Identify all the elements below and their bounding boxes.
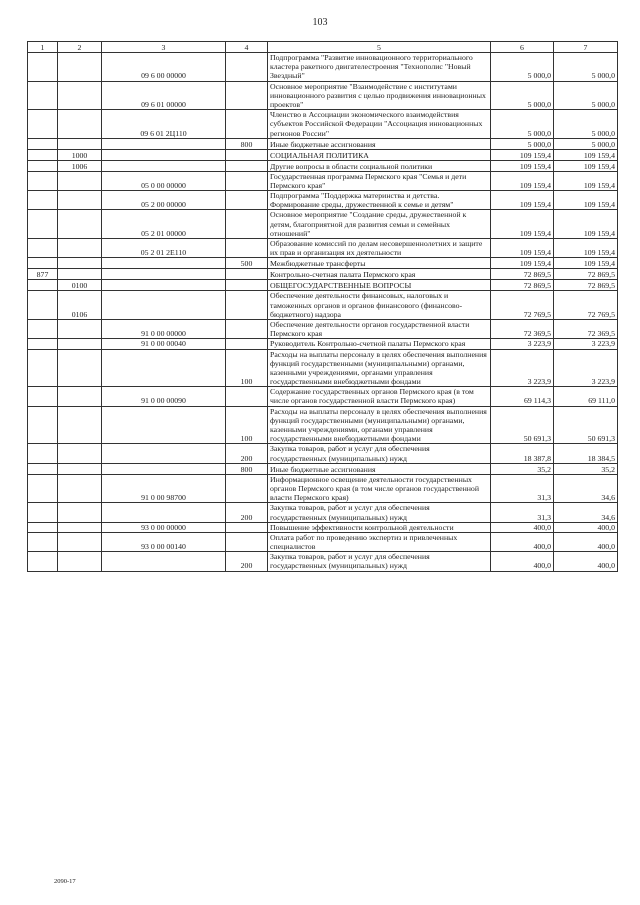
row-expense-type	[226, 339, 268, 349]
row-grbs	[28, 138, 58, 149]
row-target-item	[102, 291, 226, 320]
table-body	[28, 53, 618, 572]
table-row	[28, 239, 618, 258]
row-expense-type	[226, 53, 268, 82]
row-target-item	[102, 160, 226, 171]
row-amount-1: 18 387,8	[491, 444, 554, 463]
row-expense-type	[226, 110, 268, 139]
table-row	[28, 522, 618, 532]
row-amount-2: 109 159,4	[554, 210, 618, 239]
row-expense-type	[226, 239, 268, 258]
row-expense-type: 500	[226, 258, 268, 269]
row-target-item: 91 0 00 00000	[102, 319, 226, 338]
row-expense-type	[226, 171, 268, 190]
table-row	[28, 210, 618, 239]
row-name: Закупка товаров, работ и услуг для обеспечения государственных (муниципальных) нужд	[268, 503, 491, 522]
row-target-item	[102, 349, 226, 387]
table-row	[28, 532, 618, 551]
row-expense-type: 800	[226, 138, 268, 149]
row-name: Обеспечение деятельности финансовых, налоговых и таможенных органов и органов финансового (финансово-бюджетного) надзора	[268, 291, 491, 320]
row-grbs	[28, 280, 58, 291]
row-target-item	[102, 503, 226, 522]
row-amount-1: 109 159,4	[491, 160, 554, 171]
row-section	[58, 406, 102, 444]
row-grbs	[28, 171, 58, 190]
column-header: 4	[226, 42, 268, 53]
row-grbs	[28, 387, 58, 406]
row-expense-type	[226, 474, 268, 503]
row-amount-1: 72 869,5	[491, 269, 554, 280]
row-target-item	[102, 463, 226, 474]
table-row	[28, 387, 618, 406]
row-target-item	[102, 138, 226, 149]
row-grbs: 877	[28, 269, 58, 280]
row-name: СОЦИАЛЬНАЯ ПОЛИТИКА	[268, 149, 491, 160]
row-amount-1: 50 691,3	[491, 406, 554, 444]
row-amount-1: 69 114,3	[491, 387, 554, 406]
row-name: Расходы на выплаты персоналу в целях обеспечения выполнения функций государственными (муниципальными) органами, казенными учреждениями, органами управления государственными внебюджетными фондами	[268, 406, 491, 444]
table-row	[28, 552, 618, 571]
row-section	[58, 444, 102, 463]
row-target-item: 09 6 01 00000	[102, 81, 226, 110]
row-target-item: 91 0 00 98700	[102, 474, 226, 503]
row-amount-1: 400,0	[491, 552, 554, 571]
row-name: ОБЩЕГОСУДАРСТВЕННЫЕ ВОПРОСЫ	[268, 280, 491, 291]
row-target-item	[102, 280, 226, 291]
row-target-item: 05 2 01 2Е110	[102, 239, 226, 258]
row-grbs	[28, 319, 58, 338]
table-row	[28, 474, 618, 503]
row-grbs	[28, 110, 58, 139]
row-section: 1000	[58, 149, 102, 160]
row-expense-type	[226, 191, 268, 210]
row-expense-type: 800	[226, 463, 268, 474]
row-amount-2: 109 159,4	[554, 160, 618, 171]
row-expense-type: 100	[226, 349, 268, 387]
row-amount-2: 3 223,9	[554, 349, 618, 387]
row-name: Иные бюджетные ассигнования	[268, 463, 491, 474]
row-expense-type	[226, 532, 268, 551]
row-target-item: 91 0 00 00090	[102, 387, 226, 406]
row-name: Государственная программа Пермского края "Семья и дети Пермского края"	[268, 171, 491, 190]
row-name: Обеспечение деятельности органов государственной власти Пермского края	[268, 319, 491, 338]
row-grbs	[28, 160, 58, 171]
table-row	[28, 463, 618, 474]
row-section	[58, 239, 102, 258]
column-header: 5	[268, 42, 491, 53]
row-section	[58, 110, 102, 139]
row-section: 0100	[58, 280, 102, 291]
table-row	[28, 406, 618, 444]
row-amount-2: 400,0	[554, 532, 618, 551]
row-amount-2: 72 869,5	[554, 280, 618, 291]
table-row	[28, 171, 618, 190]
row-section	[58, 269, 102, 280]
row-name: Оплата работ по проведению экспертиз и привлеченных специалистов	[268, 532, 491, 551]
row-amount-2: 34,6	[554, 503, 618, 522]
row-expense-type	[226, 160, 268, 171]
row-amount-1: 109 159,4	[491, 191, 554, 210]
row-section	[58, 532, 102, 551]
row-amount-2: 109 159,4	[554, 149, 618, 160]
row-amount-2: 18 384,5	[554, 444, 618, 463]
row-name: Расходы на выплаты персоналу в целях обеспечения выполнения функций государственными (муниципальными) органами, казенными учреждениями, органами управления государственными внебюджетными фондами	[268, 349, 491, 387]
column-header: 7	[554, 42, 618, 53]
row-section	[58, 552, 102, 571]
column-header: 2	[58, 42, 102, 53]
row-expense-type: 200	[226, 503, 268, 522]
row-target-item	[102, 552, 226, 571]
column-header: 1	[28, 42, 58, 53]
row-name: Подпрограмма "Развитие инновационного территориального кластера ракетного двигателестроения "Технополис "Новый Звездный"	[268, 53, 491, 82]
row-grbs	[28, 532, 58, 551]
row-name: Межбюджетные трансферты	[268, 258, 491, 269]
table-row	[28, 349, 618, 387]
table-row	[28, 269, 618, 280]
row-section	[58, 53, 102, 82]
header-row	[28, 42, 618, 53]
row-amount-2: 400,0	[554, 552, 618, 571]
row-amount-2: 35,2	[554, 463, 618, 474]
row-expense-type: 200	[226, 444, 268, 463]
row-expense-type	[226, 387, 268, 406]
table-row	[28, 81, 618, 110]
row-target-item: 09 6 00 00000	[102, 53, 226, 82]
row-section	[58, 463, 102, 474]
row-grbs	[28, 53, 58, 82]
table-row	[28, 191, 618, 210]
column-header: 6	[491, 42, 554, 53]
row-grbs	[28, 474, 58, 503]
row-expense-type	[226, 81, 268, 110]
row-amount-1: 72 369,5	[491, 319, 554, 338]
row-amount-1: 31,3	[491, 503, 554, 522]
row-amount-1: 5 000,0	[491, 138, 554, 149]
row-amount-1: 72 869,5	[491, 280, 554, 291]
row-amount-2: 50 691,3	[554, 406, 618, 444]
row-expense-type	[226, 280, 268, 291]
row-section: 1006	[58, 160, 102, 171]
table-row	[28, 339, 618, 349]
table-row	[28, 138, 618, 149]
table-row	[28, 280, 618, 291]
row-amount-2: 72 369,5	[554, 319, 618, 338]
row-grbs	[28, 210, 58, 239]
row-amount-2: 5 000,0	[554, 110, 618, 139]
row-amount-1: 31,3	[491, 474, 554, 503]
column-header: 3	[102, 42, 226, 53]
row-amount-2: 109 159,4	[554, 239, 618, 258]
row-name: Контрольно-счетная палата Пермского края	[268, 269, 491, 280]
row-amount-1: 400,0	[491, 522, 554, 532]
row-grbs	[28, 339, 58, 349]
row-target-item	[102, 406, 226, 444]
footer-code: 2090-17	[54, 878, 76, 885]
row-expense-type	[226, 319, 268, 338]
row-amount-2: 109 159,4	[554, 191, 618, 210]
row-name: Другие вопросы в области социальной политики	[268, 160, 491, 171]
row-name: Повышение эффективности контрольной деятельности	[268, 522, 491, 532]
row-grbs	[28, 349, 58, 387]
row-target-item: 93 0 00 00140	[102, 532, 226, 551]
row-amount-2: 72 869,5	[554, 269, 618, 280]
row-section	[58, 349, 102, 387]
row-amount-1: 5 000,0	[491, 110, 554, 139]
table-row	[28, 444, 618, 463]
row-amount-1: 5 000,0	[491, 81, 554, 110]
row-name: Образование комиссий по делам несовершеннолетних и защите их прав и организация их деятельности	[268, 239, 491, 258]
row-grbs	[28, 522, 58, 532]
row-grbs	[28, 463, 58, 474]
row-name: Подпрограмма "Поддержка материнства и детства. Формирование среды, дружественной к семье и детям"	[268, 191, 491, 210]
table-row	[28, 319, 618, 338]
row-amount-1: 400,0	[491, 532, 554, 551]
table-row	[28, 291, 618, 320]
row-section	[58, 81, 102, 110]
row-amount-2: 109 159,4	[554, 171, 618, 190]
row-amount-2: 34,6	[554, 474, 618, 503]
row-amount-1: 3 223,9	[491, 349, 554, 387]
row-target-item	[102, 444, 226, 463]
row-amount-2: 3 223,9	[554, 339, 618, 349]
row-amount-1: 35,2	[491, 463, 554, 474]
row-section	[58, 258, 102, 269]
row-name: Основное мероприятие "Создание среды, дружественной к детям, благоприятной для развития семьи и семейных отношений"	[268, 210, 491, 239]
row-section	[58, 210, 102, 239]
row-section	[58, 138, 102, 149]
row-name: Содержание государственных органов Пермского края (в том числе органов государственной власти Пермского края)	[268, 387, 491, 406]
table-row	[28, 53, 618, 82]
row-section: 0106	[58, 291, 102, 320]
row-amount-2: 5 000,0	[554, 53, 618, 82]
table-row	[28, 110, 618, 139]
row-target-item	[102, 269, 226, 280]
row-amount-1: 3 223,9	[491, 339, 554, 349]
row-section	[58, 522, 102, 532]
row-name: Иные бюджетные ассигнования	[268, 138, 491, 149]
row-name: Основное мероприятие "Взаимодействие с институтами инновационного развития с целью продвижения инновационных проектов"	[268, 81, 491, 110]
row-name: Закупка товаров, работ и услуг для обеспечения государственных (муниципальных) нужд	[268, 444, 491, 463]
row-expense-type: 200	[226, 552, 268, 571]
row-amount-1: 109 159,4	[491, 171, 554, 190]
row-expense-type	[226, 149, 268, 160]
row-amount-1: 109 159,4	[491, 210, 554, 239]
row-section	[58, 171, 102, 190]
row-amount-2: 5 000,0	[554, 138, 618, 149]
row-grbs	[28, 258, 58, 269]
table-row	[28, 503, 618, 522]
row-expense-type: 100	[226, 406, 268, 444]
table-row	[28, 149, 618, 160]
row-section	[58, 503, 102, 522]
row-section	[58, 319, 102, 338]
row-amount-1: 72 769,5	[491, 291, 554, 320]
row-expense-type	[226, 291, 268, 320]
table-row	[28, 258, 618, 269]
row-target-item	[102, 258, 226, 269]
row-expense-type	[226, 522, 268, 532]
row-grbs	[28, 291, 58, 320]
row-name: Закупка товаров, работ и услуг для обеспечения государственных (муниципальных) нужд	[268, 552, 491, 571]
row-section	[58, 191, 102, 210]
row-grbs	[28, 149, 58, 160]
row-amount-2: 109 159,4	[554, 258, 618, 269]
row-grbs	[28, 406, 58, 444]
row-grbs	[28, 191, 58, 210]
row-target-item: 05 2 01 00000	[102, 210, 226, 239]
row-section	[58, 339, 102, 349]
row-target-item	[102, 149, 226, 160]
row-expense-type	[226, 269, 268, 280]
row-amount-1: 109 159,4	[491, 149, 554, 160]
row-target-item: 09 6 01 2Ц110	[102, 110, 226, 139]
row-amount-2: 72 769,5	[554, 291, 618, 320]
row-amount-2: 69 111,0	[554, 387, 618, 406]
row-amount-1: 5 000,0	[491, 53, 554, 82]
row-name: Руководитель Контрольно-счетной палаты Пермского края	[268, 339, 491, 349]
row-grbs	[28, 444, 58, 463]
row-amount-1: 109 159,4	[491, 258, 554, 269]
row-name: Членство в Ассоциации экономического взаимодействия субъектов Российской Федерации "Ассоциация инновационных регионов России"	[268, 110, 491, 139]
table-row	[28, 160, 618, 171]
row-expense-type	[226, 210, 268, 239]
row-amount-2: 400,0	[554, 522, 618, 532]
row-amount-1: 109 159,4	[491, 239, 554, 258]
page-number: 103	[312, 17, 328, 28]
row-target-item: 05 2 00 00000	[102, 191, 226, 210]
row-target-item: 91 0 00 00040	[102, 339, 226, 349]
row-section	[58, 387, 102, 406]
row-grbs	[28, 239, 58, 258]
row-grbs	[28, 552, 58, 571]
row-grbs	[28, 503, 58, 522]
budget-table	[27, 41, 618, 572]
row-grbs	[28, 81, 58, 110]
row-name: Информационное освещение деятельности государственных органов Пермского края (в том числе органов государственной власти Пермского края)	[268, 474, 491, 503]
row-amount-2: 5 000,0	[554, 81, 618, 110]
row-target-item: 93 0 00 00000	[102, 522, 226, 532]
row-section	[58, 474, 102, 503]
row-target-item: 05 0 00 00000	[102, 171, 226, 190]
